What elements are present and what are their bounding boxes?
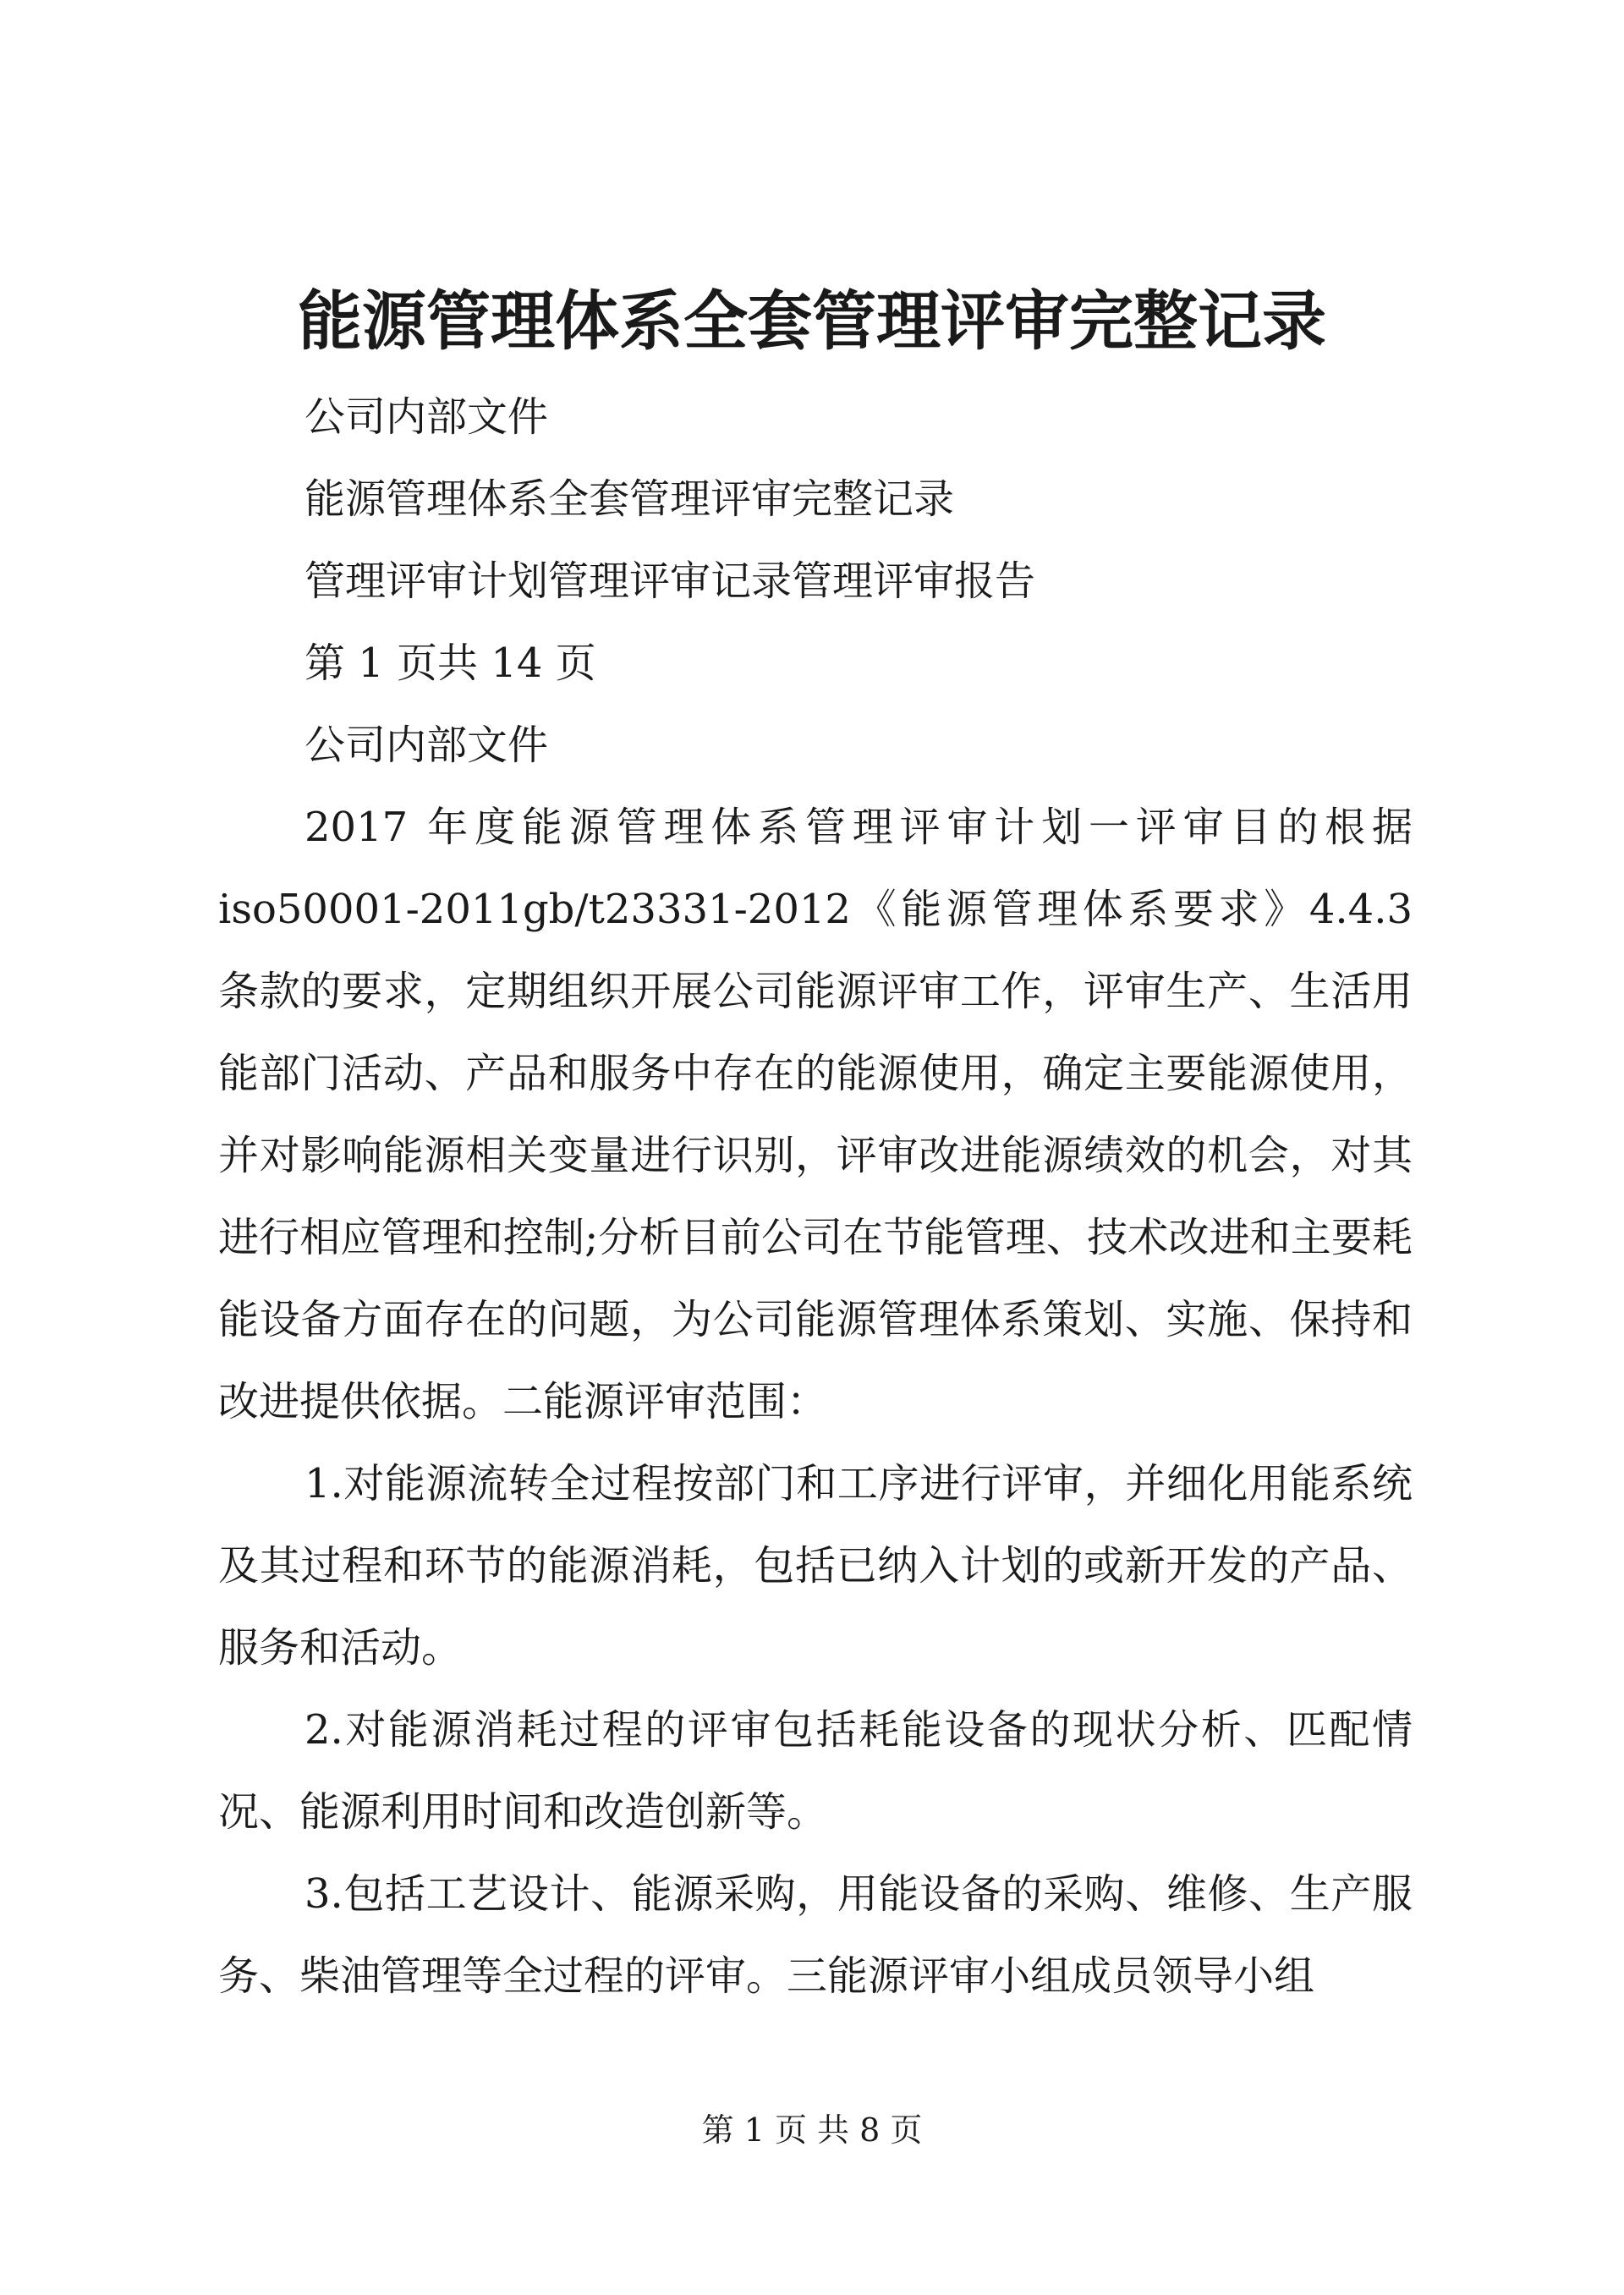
header-line-page-count: 第 1 页共 14 页 bbox=[304, 640, 596, 687]
page-footer: 第 1 页 共 8 页 bbox=[701, 2111, 923, 2149]
header-line-doc-title: 能源管理体系全套管理评审完整记录 bbox=[304, 475, 955, 523]
paragraph-review-purpose: 2017 年度能源管理体系管理评审计划一评审目的根据 iso50001-2011gb/t23331-2012《能源管理体系要求》4.4.3 条款的要求，定期组织开展公司能源评审工作，评审生产、生活用能部门活动、产品和服务中存在的能源使用，确定主要能源使用，并对影响能源相关变量进行识别，评审改进能源绩效的机会，对其进行相应管理和控制;分析目前公司在节能管理、技术改进和主要耗能设备方面存在的问题，为公司能源管理体系策划、实施、保持和改进提供依据。二能源评审范围： bbox=[218, 804, 1413, 1425]
header-line-contents: 管理评审计划管理评审记录管理评审报告 bbox=[304, 557, 1036, 605]
header-line-company-internal: 公司内部文件 bbox=[304, 393, 549, 441]
paragraph-item-3: 3.包括工艺设计、能源采购，用能设备的采购、维修、生产服务、柴油管理等全过程的评审。三能源评审小组成员领导小组 bbox=[218, 1870, 1413, 2000]
document-body bbox=[218, 376, 1413, 2018]
header-line-company-internal-2: 公司内部文件 bbox=[304, 722, 549, 769]
paragraph-item-2: 2.对能源消耗过程的评审包括耗能设备的现状分析、匹配情况、能源利用时间和改造创新等。 bbox=[218, 1706, 1413, 1836]
paragraph-item-1: 1.对能源流转全过程按部门和工序进行评审，并细化用能系统及其过程和环节的能源消耗，包括已纳入计划的或新开发的产品、服务和活动。 bbox=[218, 1460, 1413, 1672]
document-title: 能源管理体系全套管理评审完整记录 bbox=[298, 283, 1326, 359]
